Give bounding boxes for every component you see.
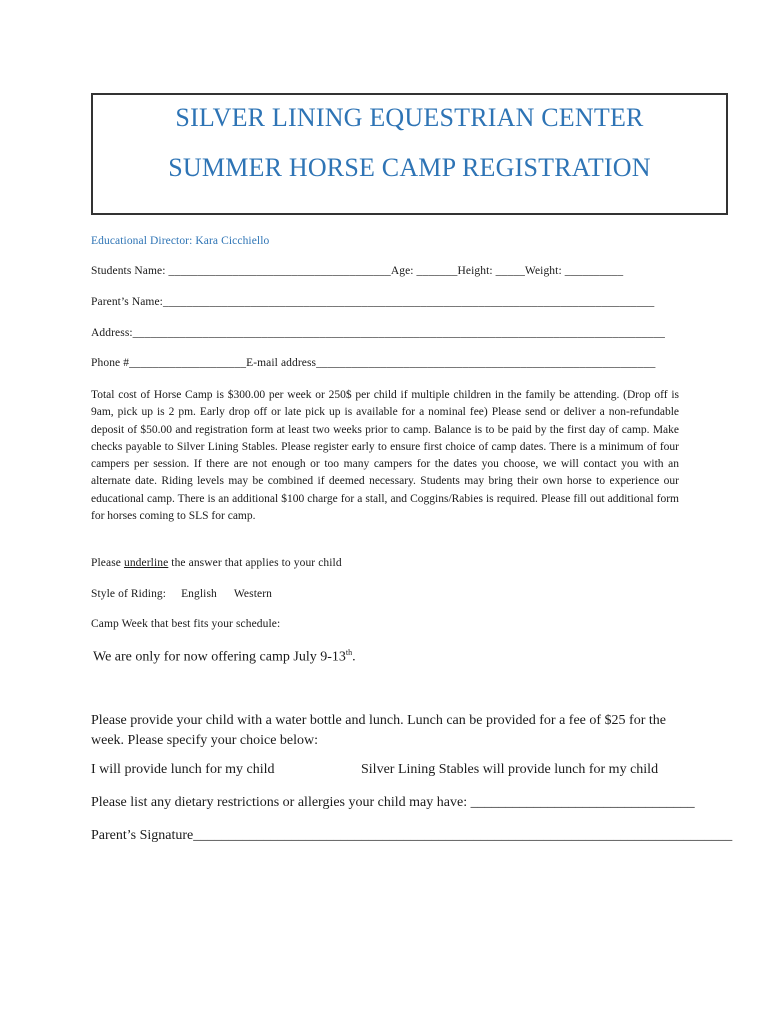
form-title: SUMMER HORSE CAMP REGISTRATION — [168, 153, 651, 182]
instruction-underlined: underline — [123, 557, 169, 569]
students-name-age-height-weight-field[interactable]: Students Name: ______________________________________Age: _______Height: _____Weight: __________ — [91, 265, 624, 277]
camp-week-label: Camp Week that best fits your schedule: — [91, 618, 281, 630]
parents-name-field[interactable]: Parent’s Name:____________________________________________________________________________________ — [91, 296, 655, 308]
org-title: SILVER LINING EQUESTRIAN CENTER — [175, 103, 644, 132]
underline-instruction — [91, 557, 342, 569]
offer-text: We are only for now offering camp July 9-13 — [93, 649, 346, 665]
riding-option-western[interactable]: Western — [233, 588, 272, 600]
educational-director: Educational Director: Kara Cicchiello — [91, 235, 270, 247]
offer-sup: th — [345, 648, 353, 657]
instruction-suffix: the answer that applies to your child — [168, 557, 342, 569]
offer-end: . — [352, 649, 356, 665]
camp-offer-note — [93, 648, 356, 666]
title-box — [91, 93, 728, 215]
lunch-option-stables[interactable]: Silver Lining Stables will provide lunch for my child — [361, 762, 659, 777]
lunch-option-self[interactable]: I will provide lunch for my child — [91, 762, 275, 777]
instruction-prefix: Please — [91, 557, 124, 569]
lunch-paragraph: Please provide your child with a water bottle and lunch. Lunch can be provided for a fee of $25 for the week. Please specify your choice below: — [91, 713, 666, 748]
dietary-restrictions-field[interactable]: Please list any dietary restrictions or allergies your child may have: ________________________________ — [91, 795, 695, 810]
style-of-riding-row — [91, 588, 272, 600]
parent-signature-field[interactable]: Parent’s Signature_____________________________________________________________________________ — [91, 828, 733, 843]
address-field[interactable]: Address:___________________________________________________________________________________________ — [91, 327, 666, 339]
phone-email-field[interactable]: Phone #____________________E-mail address__________________________________________________________ — [91, 357, 656, 369]
camp-info-paragraph: Total cost of Horse Camp is $300.00 per week or 250$ per child if multiple children in the family be attending. (Drop off is 9am, pick up is 2 pm. Early drop off or late pick up is available for a nominal fee) Please send or deliver a non-refundable deposit of $50.00 and registration form at least two weeks prior to camp. Balance is to be paid by the first day of camp. Make checks payable to Silver Lining Stables. Please register early to ensure first choice of camp dates. There is a minimum of four campers per session. If there are not enough or too many campers for the dates you choose, we will contact you with an alternate date. Riding levels may be combined if deemed necessary. Students may bring their own horse to experience our educational camp. There is an additional $100 charge for a stall, and Coggins/Rabies is required. Please fill out additional form for horses coming to SLS for camp. — [91, 389, 679, 523]
riding-option-english[interactable]: English — [181, 588, 217, 600]
style-of-riding-label: Style of Riding: — [91, 588, 167, 600]
